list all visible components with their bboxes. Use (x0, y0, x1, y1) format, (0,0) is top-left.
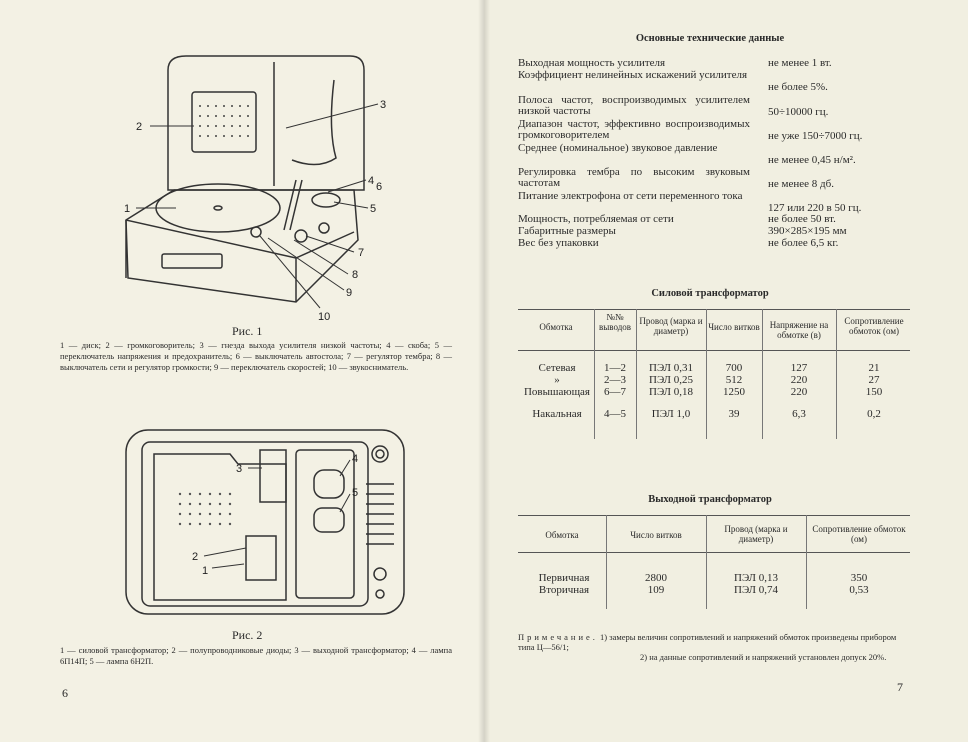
fig2-callout-3: 3 (236, 463, 243, 475)
table-cell: 21 (868, 362, 880, 374)
fig2-callout-2: 2 (192, 551, 199, 563)
note (518, 632, 910, 662)
spec-value: не менее 1 вт. (768, 57, 832, 69)
table-cell: ПЭЛ 0,13 (734, 572, 778, 584)
spec-value: не более 50 вт. (768, 213, 836, 225)
spec-name: Вес без упаковки (518, 237, 599, 249)
spec-name: Выходная мощность усилителя (518, 57, 666, 69)
table-header: Число витков (630, 530, 682, 540)
fig1-callout-8: 8 (352, 269, 359, 281)
table-cell: 1—2 (604, 362, 626, 374)
spec-value: не менее 0,45 н/м². (768, 154, 856, 166)
table-cell: 4—5 (604, 408, 626, 420)
spec-value: не менее 8 дб. (768, 178, 834, 190)
table-header: Обмотка (545, 530, 579, 540)
spec-value: 50÷10000 гц. (768, 106, 829, 118)
spec-name: Среднее (номинальное) звуковое давление (518, 142, 718, 154)
table-cell: 127 (790, 362, 808, 374)
spec-name: Полоса частот, воспроизводимых усилителем низкой частоты (518, 94, 750, 117)
table-header: Провод (марка и диаметр) (724, 524, 788, 544)
spec-name: Питание электрофона от сети переменного тока (518, 190, 743, 202)
table-col-rule (594, 309, 595, 439)
table-cell: 27 (868, 374, 880, 386)
table-cell: 220 (790, 374, 808, 386)
spec-value: не уже 150÷7000 гц. (768, 130, 863, 142)
spec-name: Регулировка тембра по высоким звуковым частотам (518, 166, 750, 189)
table-cell: Вторичная (538, 584, 590, 596)
fig2-callout-1: 1 (202, 565, 209, 577)
figure-2-caption: Рис. 2 (232, 628, 263, 642)
table-cell: 39 (728, 408, 740, 420)
table-cell: 512 (725, 374, 743, 386)
table-header: Напряжение на обмотке (в) (769, 320, 829, 340)
table-cell: 1250 (723, 386, 745, 398)
table-col-rule (762, 309, 763, 439)
fig1-callout-6: 6 (376, 181, 383, 193)
fig2-callout-5: 5 (352, 487, 359, 499)
spec-name: Мощность, потребляемая от сети (518, 213, 674, 225)
fig2-callout-4: 4 (352, 453, 359, 465)
figure-1-electrophone-drawing (96, 40, 396, 330)
figure-2-legend: 1 — силовой трансформатор; 2 — полупроводниковые диоды; 3 — выходной трансформатор; 4 — лампа 6П14П; 5 — лампа 6Н2П. (60, 645, 452, 666)
table-col-rule (706, 515, 707, 609)
table-cell: 0,53 (849, 584, 869, 596)
table-header: Обмотка (539, 322, 573, 332)
table-cell: 6—7 (604, 386, 626, 398)
note-item: 1) замеры величин сопротивлений и напряжений обмоток произведены прибором типа Ц—56/1; (518, 632, 897, 652)
table-cell: 0,2 (867, 408, 881, 420)
table-col-rule (706, 309, 707, 439)
table-header: Сопротивление обмоток (ом) (812, 524, 906, 544)
fig1-callout-10: 10 (318, 311, 331, 323)
figure-2-chassis-drawing (120, 424, 410, 620)
fig1-callout-2: 2 (136, 121, 143, 133)
spec-name: Коэффициент нелинейных искажений усилителя (518, 69, 748, 81)
figure-1-caption: Рис. 1 (232, 324, 263, 338)
table-header: №№ выводов (598, 312, 632, 332)
table-cell: 350 (850, 572, 868, 584)
power-transformer-title: Силовой трансформатор (651, 288, 769, 299)
table-header: Провод (марка и диаметр) (639, 316, 703, 336)
table-top-rule (518, 515, 910, 516)
table-cell: 150 (865, 386, 883, 398)
table-cell: Накальная (532, 408, 582, 420)
table-cell: 2800 (645, 572, 667, 584)
table-cell: ПЭЛ 0,74 (734, 584, 778, 596)
fig1-callout-1: 1 (124, 203, 131, 215)
fig1-callout-3: 3 (380, 99, 387, 111)
table-col-rule (836, 309, 837, 439)
fig1-callout-5: 5 (370, 203, 377, 215)
note-label: Примечание. (518, 632, 598, 642)
spec-name: Диапазон частот, эффективно воспроизводимых громкоговорителем (518, 118, 750, 141)
table-cell: 220 (790, 386, 808, 398)
table-col-rule (806, 515, 807, 609)
spec-value: 390×285×195 мм (768, 225, 847, 237)
table-header-rule (518, 350, 910, 351)
table-cell: 700 (725, 362, 743, 374)
page-number-right: 7 (897, 680, 903, 694)
table-cell: » (554, 374, 560, 386)
fig1-callout-9: 9 (346, 287, 353, 299)
output-transformer-title: Выходной трансформатор (648, 494, 772, 505)
figure-1-legend: 1 — диск; 2 — громкоговоритель; 3 — гнезда выхода усилителя низкой частоты; 4 — скоба; 5 — переключатель напряжения и предохранитель; 6 — выключатель автостола; 7 — регулятор тембра; 8 — выключатель сети и регулятор громкости; 9 — переключатель скоростей; 10 — звукосниматель. (60, 340, 452, 372)
table-cell: ПЭЛ 0,25 (649, 374, 693, 386)
table-cell: 6,3 (792, 408, 806, 420)
table-cell: Повышающая (523, 386, 590, 398)
spec-value: не более 6,5 кг. (768, 237, 839, 249)
table-cell: 109 (647, 584, 665, 596)
table-cell: 2—3 (604, 374, 626, 386)
gutter (478, 0, 490, 742)
table-col-rule (636, 309, 637, 439)
page-number-left: 6 (62, 686, 68, 700)
spec-value: 127 или 220 в 50 гц. (768, 202, 862, 214)
table-cell: Первичная (538, 572, 590, 584)
table-cell: ПЭЛ 1,0 (651, 408, 691, 420)
table-cell: ПЭЛ 0,31 (649, 362, 693, 374)
table-header-rule (518, 552, 910, 553)
table-header: Сопротивление обмоток (ом) (844, 316, 904, 336)
table-header: Число витков (708, 322, 760, 332)
table-top-rule (518, 309, 910, 310)
specs-title: Основные технические данные (635, 33, 785, 44)
fig1-callout-4: 4 (368, 175, 375, 187)
table-cell: Сетевая (538, 362, 576, 374)
spec-value: не более 5%. (768, 81, 828, 93)
note-item: 2) на данные сопротивлений и напряжений установлен допуск 20%. (640, 652, 887, 662)
table-cell: ПЭЛ 0,18 (649, 386, 693, 398)
spec-name: Габаритные размеры (518, 225, 616, 237)
fig1-callout-7: 7 (358, 247, 365, 259)
